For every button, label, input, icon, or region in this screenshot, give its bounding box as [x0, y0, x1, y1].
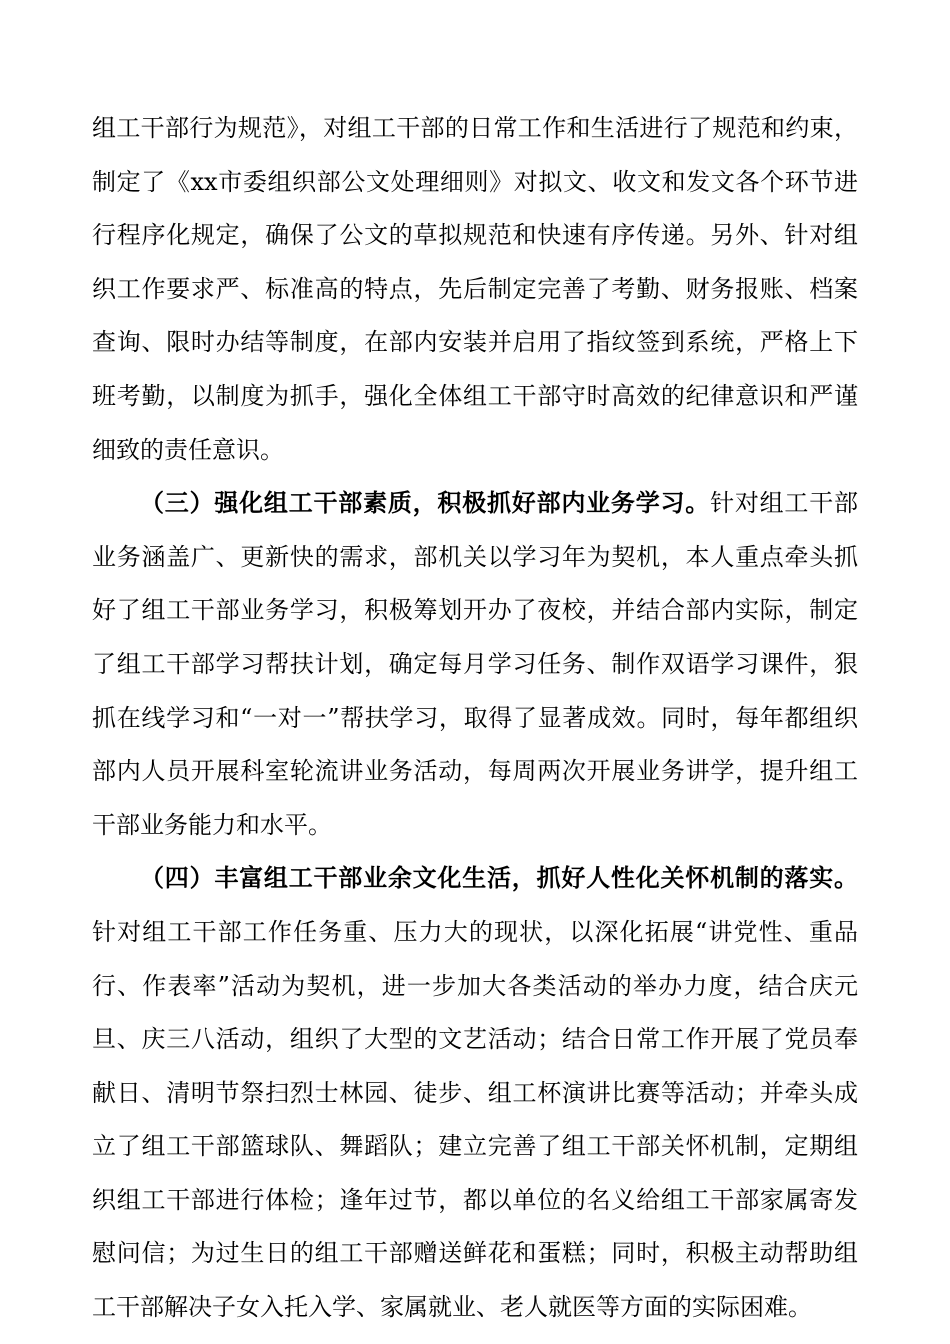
paragraph-text: 组工干部行为规范》，对组工干部的日常工作和生活进行了规范和约束，制定了《xx市委组织部公文处理细则》对拟文、收文和发文各个环节进行程序化规定，确保了公文的草拟规范和快速有序传递。另外、针对组织工作要求严、标准高的特点，先后制定完善了考勤、财务报账、档案查询、限时办结等制度，在部内安装并启用了指纹签到系统，严格上下班考勤，以制度为抓手，强化全体组工干部守时高效的纪律意识和严谨细致的责任意识。: [92, 114, 858, 464]
paragraph-section-three: [92, 477, 858, 852]
paragraph-continuation: [92, 102, 858, 477]
document-page: [92, 102, 858, 1335]
section-three-heading: （三）强化组工干部素质，积极抓好部内业务学习。: [140, 489, 711, 518]
section-four-heading: （四）丰富组工干部业余文化生活，抓好人性化关怀机制的落实。: [140, 864, 858, 893]
paragraph-section-four: [92, 852, 858, 1334]
paragraph-text: 针对组工干部业务涵盖广、更新快的需求，部机关以学习年为契机，本人重点牵头抓好了组工干部业务学习，积极筹划开办了夜校，并结合部内实际，制定了组工干部学习帮扶计划，确定每月学习任务、制作双语学习课件，狠抓在线学习和“一对一”帮扶学习，取得了显著成效。同时，每年都组织部内人员开展科室轮流讲业务活动，每周两次开展业务讲学，提升组工干部业务能力和水平。: [92, 489, 859, 839]
paragraph-text: 针对组工干部工作任务重、压力大的现状，以深化拓展“讲党性、重品行、作表率”活动为契机，进一步加大各类活动的举办力度，结合庆元旦、庆三八活动，组织了大型的文艺活动；结合日常工作开展了党员奉献日、清明节祭扫烈士林园、徒步、组工杯演讲比赛等活动；并牵头成立了组工干部篮球队、舞蹈队；建立完善了组工干部关怀机制，定期组织组工干部进行体检；逢年过节，都以单位的名义给组工干部家属寄发慰问信；为过生日的组工干部赠送鲜花和蛋糕；同时，积极主动帮助组工干部解决子女入托入学、家属就业、老人就医等方面的实际困难。: [92, 917, 858, 1322]
